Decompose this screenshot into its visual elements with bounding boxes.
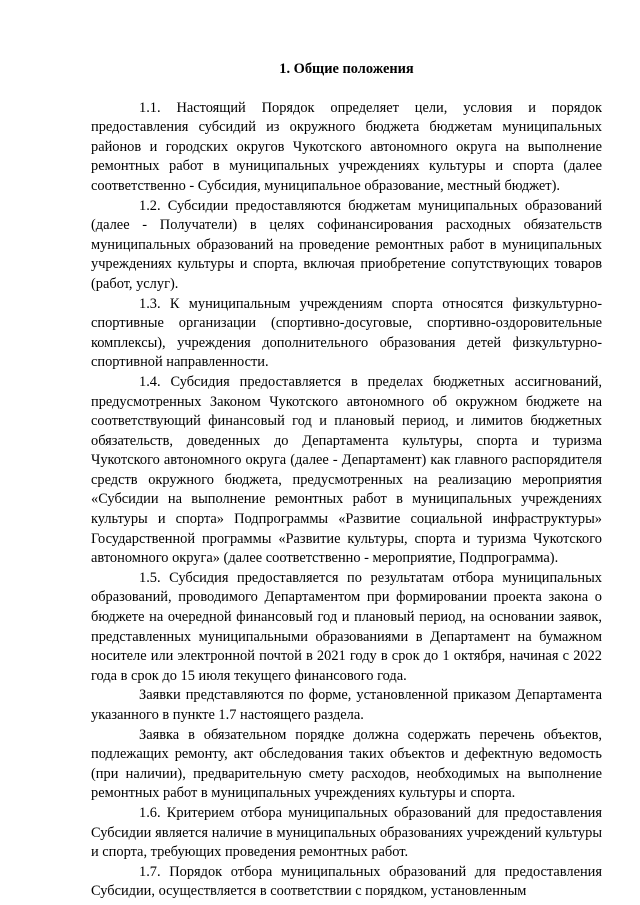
paragraph-applications-form: Заявки представляются по форме, установленной приказом Департамента указанного в пункте 1.7 настоящего раздела. [91, 687, 602, 723]
paragraph-1-6: 1.6. Критерием отбора муниципальных образований для предоставления Субсидии является наличие в муниципальных образованиях учреждений культуры и спорта, требующих проведения ремонтных работ. [91, 804, 602, 861]
paragraph-1-3: 1.3. К муниципальным учреждениям спорта относятся физкультурно-спортивные организации (спортивно-досуговые, спортивно-оздоровительные комплексы), учреждения дополнительного образования детей физкультурно-спортивной направленности. [91, 295, 602, 371]
section-title: 1. Общие положения [279, 61, 414, 77]
paragraph-1-5: 1.5. Субсидия предоставляется по результатам отбора муниципальных образований, проводимого Департаментом при формировании проекта закона о бюджете на очередной финансовый год и плановый период, на основании заявок, представленных муниципальными образованиями в Департамент на бумажном носителе или электронной почтой в 2021 году в срок до 1 октября, начиная с 2022 года в срок до 15 июля текущего финансового года. [91, 569, 602, 684]
paragraph-1-1: 1.1. Настоящий Порядок определяет цели, условия и порядок предоставления субсидий из окружного бюджета бюджетам муниципальных районов и городских округов Чукотского автономного округа на выполнение ремонтных работ в муниципальных учреждениях культуры и спорта (далее соответственно - Субсидия, муниципальное образование, местный бюджет). [91, 99, 602, 194]
paragraph-1-2: 1.2. Субсидии предоставляются бюджетам муниципальных образований (далее - Получатели) в целях софинансирования расходных обязательств муниципальных образований на проведение ремонтных работ в муниципальных учреждениях культуры и спорта, включая приобретение сопутствующих товаров (работ, услуг). [91, 197, 602, 292]
document-body [91, 60, 602, 902]
paragraph-1-7: 1.7. Порядок отбора муниципальных образований для предоставления Субсидии, осуществляется в соответствии с порядком, установленным [91, 863, 602, 900]
paragraph-1-4: 1.4. Субсидия предоставляется в пределах бюджетных ассигнований, предусмотренных Законом Чукотского автономного об окружном бюджете на соответствующий финансовый год и плановый период, и лимитов бюджетных обязательств, доведенных до Департамента культуры, спорта и туризма Чукотского автономного округа (далее - Департамент) как главного распорядителя средств окружного бюджета, предусмотренных на реализацию мероприятия «Субсидии на выполнение ремонтных работ в муниципальных учреждениях культуры и спорта» Подпрограммы «Развитие социальной инфраструктуры» Государственной программы «Развитие культуры, спорта и туризма Чукотского автономного округа» (далее соответственно - мероприятие, Подпрограмма). [91, 373, 602, 567]
paragraph-application-contents: Заявка в обязательном порядке должна содержать перечень объектов, подлежащих ремонту, акт обследования таких объектов и дефектную ведомость (при наличии), предварительную смету расходов, необходимых на выполнение ремонтных работ в муниципальных учреждениях культуры и спорта. [91, 726, 602, 802]
